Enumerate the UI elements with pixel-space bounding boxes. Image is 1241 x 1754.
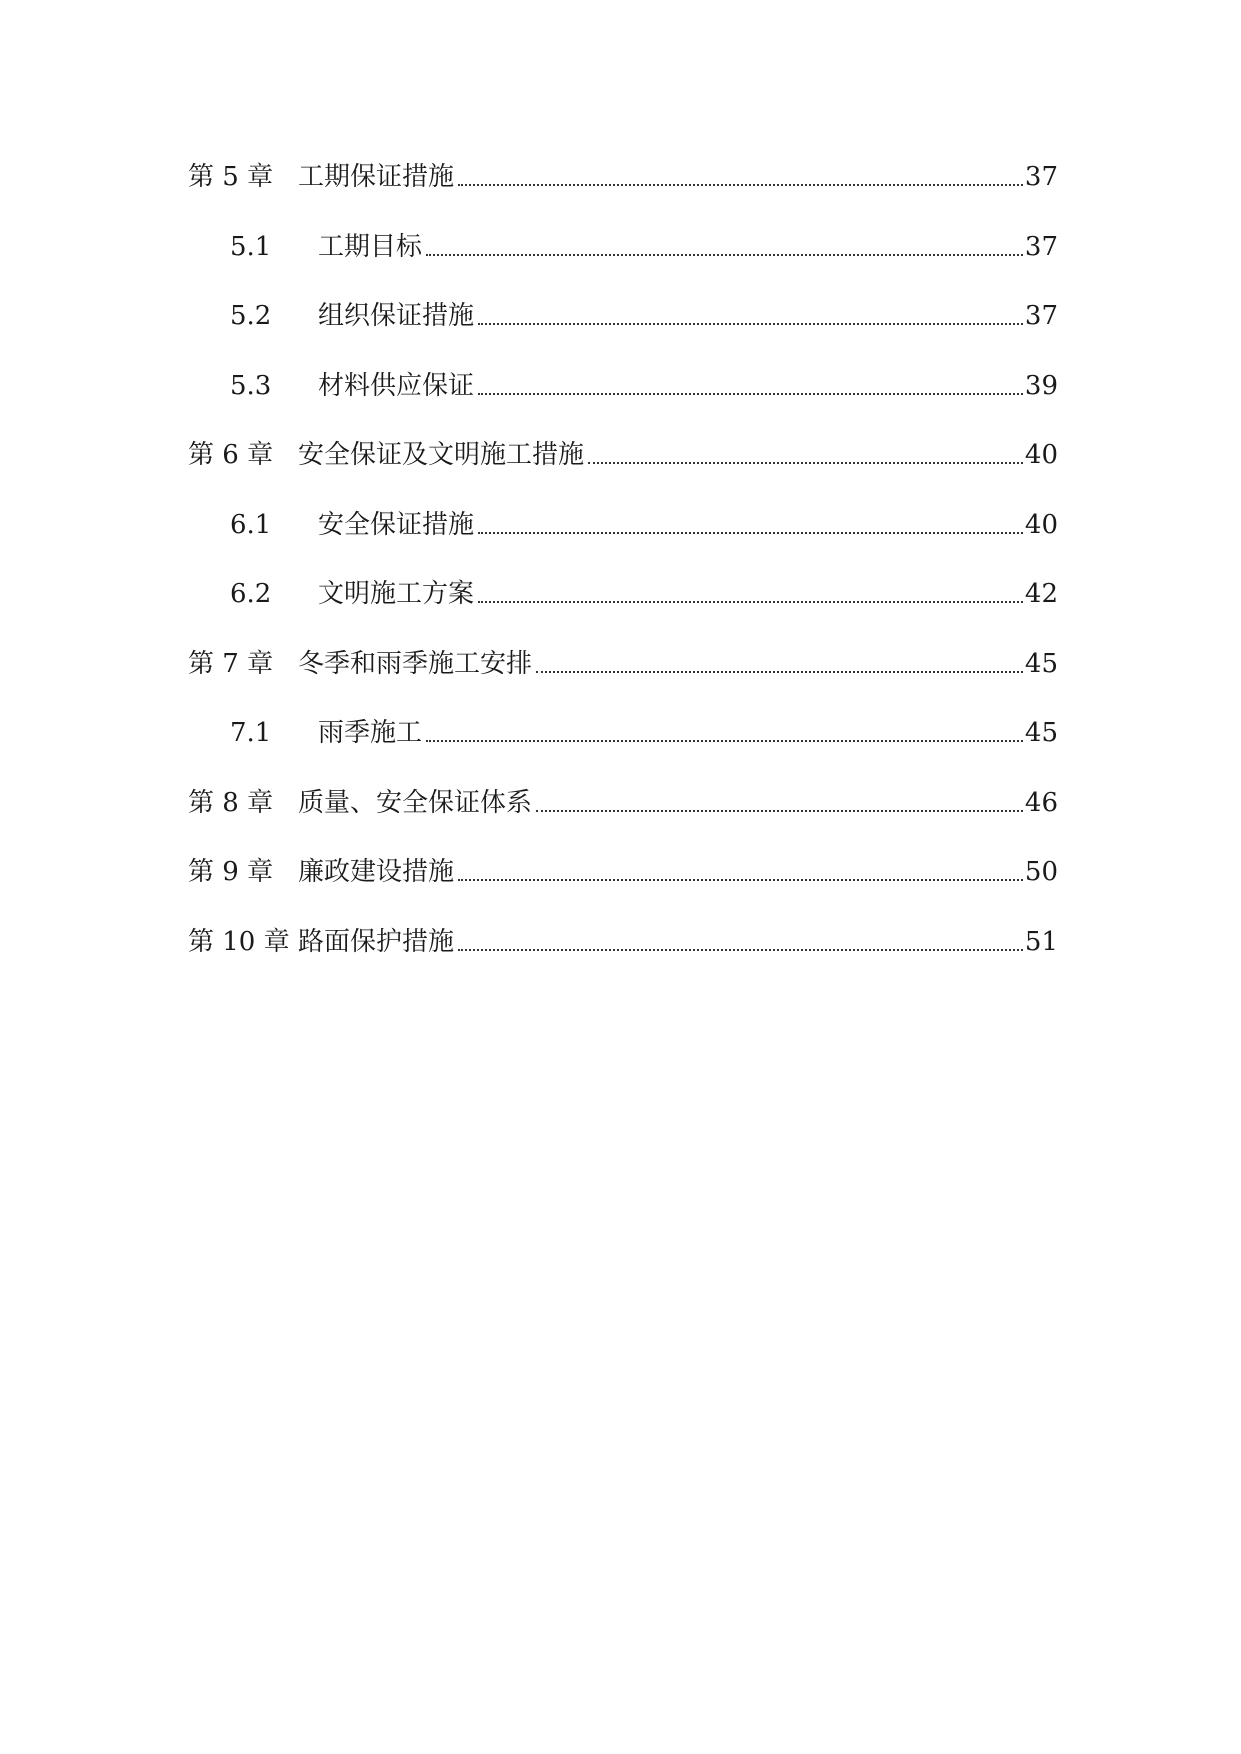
- table-of-contents: [188, 160, 1058, 994]
- dot-leader: [478, 303, 1023, 329]
- toc-entry-title: 路面保护措施: [298, 926, 455, 957]
- toc-entry-page: 37: [1024, 301, 1058, 331]
- toc-entry-title: 文明施工方案: [318, 579, 475, 609]
- toc-entry-title: 材料供应保证: [318, 370, 475, 401]
- toc-entry-page: 46: [1024, 787, 1058, 818]
- toc-entry-title: 组织保证措施: [318, 301, 475, 331]
- toc-entry-chapter-8[interactable]: [188, 786, 1058, 856]
- toc-entry-number: 7.1: [230, 718, 272, 748]
- toc-entry-page: 39: [1024, 370, 1058, 401]
- toc-entry-number: 第 5 章: [188, 162, 274, 192]
- toc-entry-title: 廉政建设措施: [298, 857, 455, 887]
- toc-entry-chapter-10[interactable]: [188, 925, 1058, 995]
- toc-entry-number: 第 7 章: [188, 648, 274, 679]
- toc-entry-section-6-2[interactable]: [188, 577, 1058, 647]
- toc-entry-title: 工期目标: [318, 231, 423, 262]
- dot-leader: [536, 790, 1023, 816]
- toc-entry-page: 37: [1024, 231, 1058, 262]
- toc-entry-number: 第 9 章: [188, 857, 274, 887]
- toc-entry-page: 45: [1024, 718, 1058, 748]
- toc-entry-number: 6.1: [230, 509, 272, 540]
- toc-entry-page: 37: [1024, 162, 1058, 192]
- toc-entry-page: 42: [1024, 579, 1058, 609]
- toc-entry-section-5-2[interactable]: [188, 299, 1058, 369]
- toc-entry-chapter-6[interactable]: [188, 438, 1058, 508]
- toc-entry-number: 5.2: [230, 301, 272, 331]
- toc-entry-title: 冬季和雨季施工安排: [298, 648, 533, 679]
- dot-leader: [426, 234, 1023, 260]
- toc-entry-number: 第 8 章: [188, 787, 274, 818]
- toc-entry-section-6-1[interactable]: [188, 508, 1058, 578]
- toc-entry-chapter-5[interactable]: [188, 160, 1058, 230]
- toc-entry-page: 40: [1024, 509, 1058, 540]
- dot-leader: [458, 859, 1023, 885]
- toc-entry-page: 45: [1024, 648, 1058, 679]
- toc-entry-section-7-1[interactable]: [188, 716, 1058, 786]
- toc-entry-number: 5.3: [230, 370, 272, 401]
- dot-leader: [478, 581, 1023, 607]
- dot-leader: [458, 164, 1023, 190]
- toc-entry-chapter-7[interactable]: [188, 647, 1058, 717]
- dot-leader: [588, 442, 1023, 468]
- toc-entry-page: 40: [1024, 440, 1058, 470]
- toc-entry-chapter-9[interactable]: [188, 855, 1058, 925]
- toc-entry-title: 工期保证措施: [298, 162, 455, 192]
- dot-leader: [478, 373, 1023, 399]
- dot-leader: [458, 929, 1023, 955]
- toc-entry-page: 50: [1024, 857, 1058, 887]
- toc-entry-section-5-1[interactable]: [188, 230, 1058, 300]
- toc-entry-title: 雨季施工: [318, 718, 423, 748]
- toc-entry-title: 安全保证措施: [318, 509, 475, 540]
- toc-entry-title: 安全保证及文明施工措施: [298, 440, 585, 470]
- toc-entry-section-5-3[interactable]: [188, 369, 1058, 439]
- toc-entry-number: 第 6 章: [188, 440, 274, 470]
- dot-leader: [426, 720, 1023, 746]
- dot-leader: [478, 512, 1023, 538]
- toc-entry-number: 6.2: [230, 579, 272, 609]
- toc-entry-number: 第 10 章: [188, 926, 290, 957]
- toc-entry-number: 5.1: [230, 231, 272, 262]
- toc-entry-page: 51: [1024, 926, 1058, 957]
- dot-leader: [536, 651, 1023, 677]
- toc-entry-title: 质量、安全保证体系: [298, 787, 533, 818]
